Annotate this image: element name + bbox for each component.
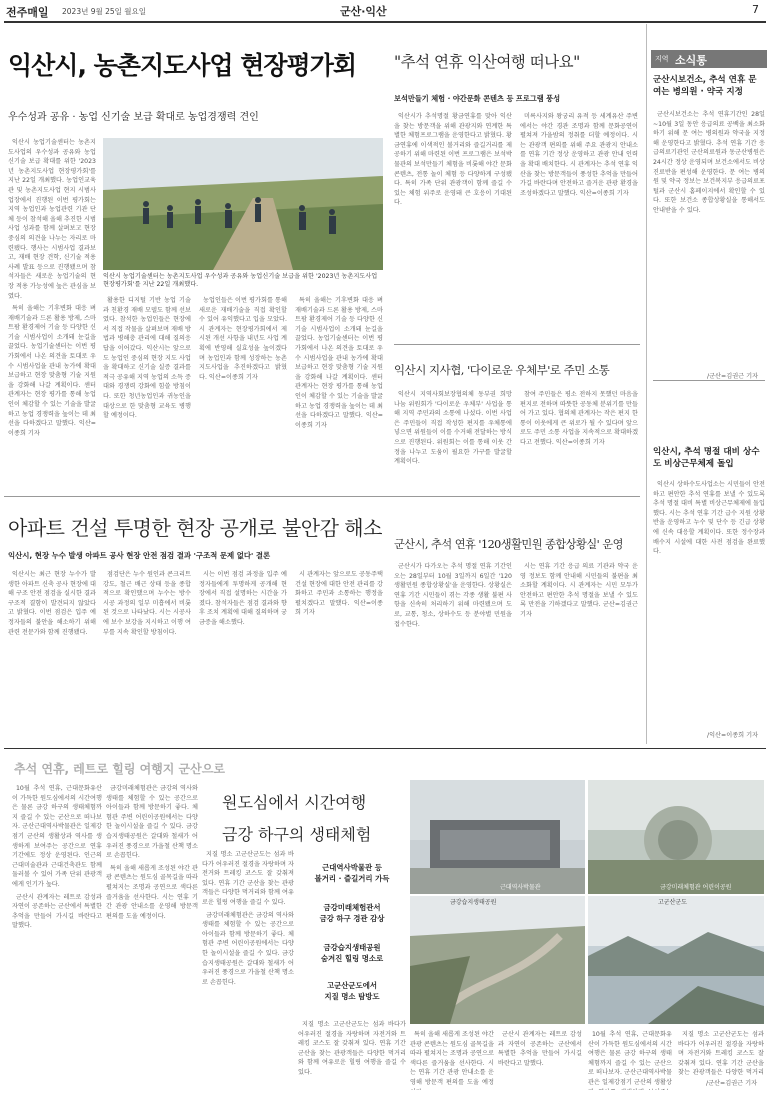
- feature-byline: /군산=김권근 기자: [706, 1080, 758, 1087]
- masthead-rule: [4, 21, 766, 23]
- feature-highlights: [298, 854, 406, 1014]
- story-farm-evaluation: [0, 24, 385, 494]
- story3-headline: 익산시 지사협, '다이로운 우체부'로 주민 소통: [394, 363, 610, 377]
- story4-column-3: 시는 이번 점검 과정을 입주 예정자들에게 투명하게 공개해 현장에서 직접 설명하는 시간을 가졌다. 참석자들은 점검 결과와 향후 조치 계획에 대해 질의하며 궁금증을 해소했다.: [199, 571, 287, 626]
- gogunsan-photo: [588, 896, 764, 1024]
- story5-column-2: 시는 연휴 기간 응급 의료 기관과 약국 운영 정보도 함께 안내해 시민들의 불편을 최소화할 계획이다. 시 관계자는 시민 모두가 안전하고 편안한 추석 명절을 보낼 수 있도록 만전을 기하겠다고 말했다. 군산=김권근 기자: [520, 563, 638, 618]
- page-number: 7: [752, 3, 759, 16]
- highlight-3: 금강습지생태공원 숨겨진 힐링 명소로: [320, 943, 384, 963]
- story2-column-2: 미륵사지와 왕궁리 유적 등 세계유산 주변에서는 야간 경관 조명과 함께 문화공연이 펼쳐져 가을밤의 정취를 더할 예정이다. 시는 관광객 편의를 위해 주요 관광지 안내소를 연휴 기간 정상 운영하고 관광 안내 인력을 확대 배치한다. 시 관계자는 추석 연휴 익산을 찾는 방문객들이 풍성한 추억을 만들어 가길 바란다며 안전하고 즐거운 관광 환경을 조성하겠다고 말했다. 익산=이종희 기자: [520, 113, 638, 197]
- feature-title-2: 금강 하구의 생태체험: [222, 825, 372, 844]
- feature-column-4: 지질 명소 고군산군도는 섬과 바다가 어우러진 절경을 자랑하며 자전거와 트레킹 코스도 잘 갖춰져 있다. 연휴 기간 군산을 찾는 관광객들은 다양한 먹거리와 함께 여유로운 힐링 여행을 즐길 수 있다.: [298, 1021, 406, 1076]
- sidebar-label-news: 소식통: [675, 54, 707, 67]
- mid-divider: [4, 496, 640, 497]
- sidebar-news2-body: 익산시 상하수도사업소는 시민들이 안전하고 편안한 추석 연휴를 보낼 수 있도록 추석 명절 대비 특별 비상근무체제에 돌입했다. 시는 추석 연휴 기간 급수 지원 상황반을 운영하고 누수 및 단수 등 긴급 상황에 신속 대응할 계획이다. 또한 정수장과 배수지 시설에 대한 사전 점검을 완료했다.: [653, 481, 765, 556]
- museum-caption: 근대역사박물관: [500, 884, 541, 891]
- story2-divider: [394, 344, 640, 345]
- story4-headline: 아파트 건설 투명한 현장 공개로 불안감 해소: [8, 516, 382, 540]
- story3-column-2: 참여 주민들은 평소 전하지 못했던 마음을 편지로 전하며 따뜻한 공동체 분위기를 만들어 가고 있다. 협의체 관계자는 작은 편지 한 통이 이웃에게 큰 위로가 될 수 있다며 앞으로도 주민 소통 사업을 지속적으로 확대하겠다고 전했다. 익산=이종희 기자: [520, 391, 638, 446]
- story5-headline: 군산시, 추석 연휴 '120생활민원 종합상황실' 운영: [394, 538, 623, 551]
- feature-column-3: 지질 명소 고군산군도는 섬과 바다가 어우러진 절경을 자랑하며 자전거와 트레킹 코스도 잘 갖춰져 있다. 연휴 기간 군산을 찾는 관광객들은 다양한 먹거리와 함께 여유로운 힐링 여행을 즐길 수 있다. 금강미래체험관은 금강의 역사와 생태를 체험할 수 있는 공간으로 아이들과 함께 방문하기 좋다. 체험관 주변 어린이공원에서는 다양한 놀이시설을 즐길 수 있다. 금강습지생태공원은 갈대와 철새가 어우러진 풍경으로 가을철 산책 명소로 손꼽힌다.: [202, 851, 294, 986]
- story1-column-2: 활용한 디지털 기반 농업 기술과 친환경 재배 모델도 함께 선보였다. 참석한 농업인들은 현장에서 직접 작물을 살펴보며 재배 방법과 병해충 관리에 대해 질의응답을 이어갔다. 익산시는 앞으로도 농업인 중심의 현장 지도 사업을 확대하고 신기술 실증 결과를 적극 공유해 지역 농업의 소득 증대와 경쟁력 강화에 힘쓸 방침이다. 또한 청년농업인과 귀농인을 대상으로 한 맞춤형 교육도 병행할 예정이다.: [103, 297, 191, 420]
- feature-column-7: 10월 추석 연휴, 근대문화유산이 가득한 원도심에서의 시간여행은 물론 금강 하구의 생태체험까지 즐길 수 있는 군산으로 떠나보자. 군산근대역사박물관은 일제강점기 군산의 생활상: [588, 1031, 672, 1086]
- island-caption: 고군산군도: [658, 899, 687, 906]
- wetland-caption: 금강습지생태공원: [450, 899, 497, 906]
- story-civil-complaint-center: [390, 510, 640, 746]
- story-neighbor-mailman: [390, 350, 640, 510]
- story-chuseok-tour: [390, 24, 640, 342]
- field-photo-svg: [103, 138, 383, 270]
- masthead: [0, 0, 770, 22]
- wetland-photo-svg: [410, 896, 585, 1024]
- feature-column-2: 금강미래체험관은 금강의 역사와 생태를 체험할 수 있는 공간으로 아이들과 함께 방문하기 좋다. 체험관 주변 어린이공원에서는 다양한 놀이시설을 즐길 수 있다. 금강습지생태공원은 갈대와 철새가 어우러진 풍경으로 가을철 산책 명소로 손꼽힌다. 특히 올해 새롭게 조성된 야간 관광 콘텐츠는 원도심 골목길을 따라 펼쳐지는 조명과 공연으로 색다른 즐거움을 선사한다. 시는 연휴 기간 관광 안내소를 운영해 방문객 편의를 도울 예정이다.: [106, 785, 198, 920]
- story2-subhead: 보석만들기 체험 · 야간문화 콘텐츠 등 프로그램 풍성: [394, 94, 561, 103]
- story2-headline: "추석 연휴 익산여행 떠나요": [394, 53, 580, 71]
- feature-column-5: 특히 올해 새롭게 조성된 야간 관광 콘텐츠는 원도심 골목길을 따라 펼쳐지는 조명과 공연으로 색다른 즐거움을 선사한다. 시는 연휴 기간 관광 안내소를 운영해 방문객 편의를 도울 예정: [410, 1031, 494, 1086]
- story2-column-1: 익산시가 추석명절 황금연휴를 맞아 익산을 찾는 방문객을 위해 관광지와 연계한 특별한 체험프로그램을 운영한다고 밝혔다. 황금연휴에 이색적인 볼거리와 즐길거리를 제공하기 위해 마련된 이번 프로그램은 보석박물관의 보석만들기 체험을 비롯해 야간 문화 콘텐츠, 전통 놀이 체험 등 다양하게 구성됐다. 특히 가족 단위 관광객이 함께 즐길 수 있는 체험 위주로 운영돼 큰 호응이 기대된다.: [394, 113, 512, 207]
- highlight-4: 고군산군도에서 지질 명소 탐방도: [324, 981, 380, 1001]
- story1-photo-caption: 익산시 농업기술센터는 농촌지도사업 우수성과 공유와 농업신기술 보급을 위한 '2023년 농촌지도사업 현장평가회'를 지난 22일 개최했다.: [103, 273, 378, 288]
- highlight-2: 금강미래체험관서 금강 하구 경관 감상: [319, 903, 385, 923]
- wetland-park-photo: [410, 896, 585, 1024]
- feature-column-6: 군산시 관계자는 레트로 감성과 자연이 공존하는 군산에서 특별한 추억을 만들어 가시길 바란다고 말했다.: [498, 1031, 582, 1067]
- feature-top-rule: [4, 748, 766, 749]
- island-photo-svg: [588, 896, 764, 1024]
- field-visit-photo: [103, 138, 383, 270]
- feature-column-8: 지질 명소 고군산군도는 섬과 바다가 어우러진 절경을 자랑하며 자전거와 트레킹 코스도 잘 갖춰져 있다. 연휴 기간 군산을 찾는 관광객들은 다양한 먹거리: [678, 1031, 764, 1077]
- experience-hall-photo: [588, 780, 764, 894]
- sidebar-news1-byline: /군산=김권근 기자: [707, 373, 759, 380]
- story5-column-1: 군산시가 다가오는 추석 명절 연휴 기간인 오는 28일부터 10월 3일까지 6일간 '120생활민원 종합상황실'을 운영한다. 상황실은 연휴 기간 시민들이 겪는 각종 생활 불편 사항을 신속히 처리하기 위해 마련됐으며 도로, 교통, 청소, 상하수도 등 분야별 민원을 접수한다.: [394, 563, 512, 628]
- sidebar-news2-title: 익산시, 추석 명절 대비 상수도 비상근무체제 돌입: [653, 447, 760, 469]
- sidebar-header: [651, 50, 767, 68]
- local-news-sidebar: [646, 24, 768, 744]
- sidebar-news2-byline: /익산=이종희 기자: [707, 732, 759, 739]
- story1-column-4: 특히 올해는 기후변화 대응 벼 재배기술과 드론 활용 방제, 스마트팜 환경제어 기술 등 다양한 신기술 시범사업이 소개돼 눈길을 끌었다. 농업기술센터는 이번 평가회에서 나온 의견을 토대로 우수 시범사업을 관내 농가에 확대 보급하고 현장 맞춤형 기술 지원을 강화해 나갈 계획이다. 센터 관계자는 현장 평가를 통해 농업인이 체감할 수 있는 기술을 발굴하고 농업 경쟁력을 높이는 데 최선을 다하겠다고 말했다. 익산=이종희 기자: [295, 297, 383, 429]
- sidebar-news1-body: 군산시보건소는 추석 연휴기간인 28일~10월 3일 동안 응급의료 공백을 최소화하기 위해 문 여는 병의원과 약국을 지정해 운영한다고 밝혔다. 추석 연휴 기간 응급의료기관인 군산의료원과 동군산병원은 24시간 정상 운영되며 보건소에서도 비상 진료반을 편성해 운영한다. 문 여는 병의원 및 약국 정보는 보건복지부 응급의료포털과 군산시 홈페이지에서 확인할 수 있다. 또한 보건소 종합상황실을 통해서도 안내받을 수 있다.: [653, 111, 765, 214]
- story1-subhead: 우수성과 공유 · 농업 신기술 보급 확대로 농업경쟁력 견인: [8, 112, 259, 123]
- story4-column-2: 점검단은 누수 원인과 콘크리트 강도, 철근 배근 상태 등을 종합적으로 확인했으며 누수는 방수 시공 과정의 일부 미흡에서 비롯된 것으로 나타났다. 시는 시공사에 보수 보강을 지시하고 이행 여부를 지속 확인할 방침이다.: [103, 571, 191, 636]
- story4-column-4: 시 관계자는 앞으로도 공동주택 건설 현장에 대한 안전 관리를 강화하고 주민과 소통하는 행정을 펼치겠다고 말했다. 익산=이종희 기자: [295, 571, 383, 617]
- story-apartment-inspection: [0, 498, 385, 746]
- hall-photo-svg: [588, 780, 764, 894]
- museum-photo-svg: [410, 780, 585, 894]
- story1-headline: 익산시, 농촌지도사업 현장평가회: [8, 51, 357, 80]
- story1-column-1: 익산시 농업기술센터는 농촌지도사업의 우수성과 공유와 농업신기술 보급 확대를 위한 '2023년 농촌지도사업 현장평가회'를 지난 22일 개최했다. 농업인교육관 및 농촌지도사업 현지 시범사업장에서 진행된 이번 평가회는 지역 농업인과 농업관련 기관 단체 등이 참석해 올해 추진한 시범사업 성과를 함께 살펴보고 현장 중심의 의견을 나누는 자리로 마련됐다. 행사는 시범사업 결과보고, 재배 현장 견학, 신기술 적용 사례 발표 등으로 진행됐으며 참석자들은 새로운 농업기술의 현장 적용 가능성에 높은 관심을 보였다. 특히 올해는 기후변화 대응 벼 재배기술과 드론 활용 방제, 스마트팜 환경제어 기술 등 다양한 신기술 시범사업이 소개돼 눈길을 끌었다. 농업기술센터는 이번 평가회에서 나온 의견을 토대로 우수 시범사업을 관내 농가에 확대 보급하고 현장 맞춤형 기술 지원을 강화해 나갈 계획이다. 센터 관계자는 현장 평가를 통해 농업인이 체감할 수 있는 기술을 발굴하고 농업 경쟁력을 높이는 데 최선을 다하겠다고 말했다. 익산=이종희 기자: [8, 139, 96, 437]
- hall-caption: 금강미래체험관 어린이공원: [660, 884, 732, 891]
- sidebar-news1-title: 군산시보건소, 추석 연휴 문 여는 병의원 · 약국 지정: [653, 75, 757, 97]
- section-title: 군산·익산: [340, 5, 387, 18]
- story4-column-1: 익산시는 최근 현장 누수가 발생한 아파트 신축 공사 현장에 대해 구조 안전 점검을 실시한 결과 구조적 결함이 발견되지 않았다고 밝혔다. 이번 점검은 입주 예정자들의 불안을 해소하기 위해 관련 전문가와 함께 진행됐다.: [8, 571, 96, 636]
- story3-column-1: 익산시 지역사회보장협의체 동부권 희망 나눔 위원회가 '다이로운 우체부' 사업을 통해 지역 주민과의 소통에 나섰다. 이번 사업은 주민들이 직접 작성한 편지를 우체통에 넣으면 위원들이 이를 수거해 전달하는 방식으로 진행된다. 위원회는 이를 통해 이웃 간 정을 나누고 도움이 필요한 가구를 발굴할 계획이다.: [394, 391, 512, 466]
- feature-title-1: 원도심에서 시간여행: [222, 793, 367, 812]
- issue-date: 2023년 9월 25일 월요일: [62, 7, 147, 16]
- highlight-1: 근대역사박물관 등 볼거리 · 즐길거리 가득: [314, 863, 390, 883]
- feature-banner: 추석 연휴, 레트로 힐링 여행지 군산으로: [14, 762, 225, 776]
- feature-column-1: 10월 추석 연휴, 근대문화유산이 가득한 원도심에서의 시간여행은 물론 금강 하구의 생태체험까지 즐길 수 있는 군산으로 떠나보자. 군산근대역사박물관은 일제강점기 군산의 생활상과 역사를 생생하게 보여주는 공간으로 연휴 기간에도 정상 운영된다. 인근의 근대미술관과 근대건축관도 함께 둘러볼 수 있어 가족 단위 관광객에게 인기가 높다. 군산시 관계자는 레트로 감성과 자연이 공존하는 군산에서 특별한 추억을 만들어 가시길 바란다고 말했다.: [12, 785, 102, 930]
- museum-photo: [410, 780, 585, 894]
- story1-column-3: 농업인들은 이번 평가회를 통해 새로운 재배기술을 직접 확인할 수 있어 유익했다고 입을 모았다. 시 관계자는 현장평가회에서 제시된 개선 사항을 내년도 사업 계획에 반영해 실효성을 높이겠다며 농업인과 함께 성장하는 농촌지도사업을 추진하겠다고 밝혔다. 익산=이종희 기자: [199, 297, 287, 381]
- sidebar-label-region: 지역: [655, 55, 669, 63]
- story4-subhead: 익산시, 현장 누수 발생 아파트 공사 현장 안전 점검 결과 '구조적 문제 없다' 결론: [8, 551, 271, 560]
- paper-name: 전주매일: [6, 6, 49, 19]
- sidebar-divider: [653, 380, 765, 381]
- feature-gunsan-travel: [0, 750, 770, 1094]
